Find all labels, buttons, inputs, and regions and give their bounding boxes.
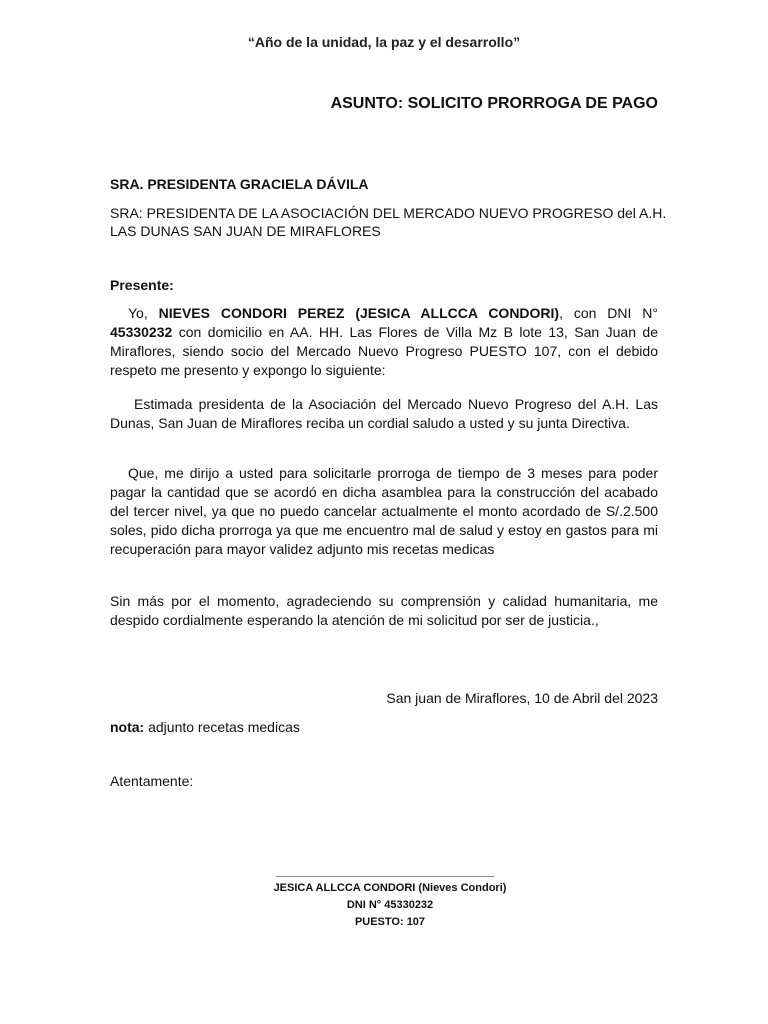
signature-puesto: PUESTO: 107: [354, 916, 426, 928]
paragraph-greeting: Estimada presidenta de la Asociación del Mercado Nuevo Progreso del A.H. Las Dunas, San Juan de Miraflores reciba un cordial saludo a usted y su junta Directiva.: [110, 396, 658, 431]
addressee-name: SRA. PRESIDENTA GRACIELA DÁVILA: [110, 176, 369, 192]
signature-line: [276, 876, 494, 877]
note-text: adjunto recetas medicas: [144, 719, 300, 735]
subject-heading: ASUNTO: SOLICITO PRORROGA DE PAGO: [330, 95, 658, 112]
paragraph-closing: Sin más por el momento, agradeciendo su comprensión y calidad humanitaria, me despido cordialmente esperando la atención de mi solicitud por ser de justicia.,: [110, 593, 658, 628]
greeting: Presente:: [110, 277, 174, 293]
signature-block: [0, 880, 768, 931]
note-label: nota:: [110, 719, 145, 735]
applicant-dni: 45330232: [110, 324, 173, 340]
intro-pre: Yo,: [128, 305, 159, 321]
intro-mid: , con DNI N°: [559, 305, 658, 321]
note: [110, 719, 300, 735]
signature-name: JESICA ALLCCA CONDORI (Nieves Condori): [273, 882, 507, 894]
signature-dni: DNI N° 45330232: [346, 899, 434, 911]
closing-salutation: Atentamente:: [110, 773, 194, 789]
applicant-name: NIEVES CONDORI PEREZ (JESICA ALLCCA CONDORI): [158, 305, 560, 321]
paragraph-request: Que, me dirijo a usted para solicitarle prorroga de tiempo de 3 meses para poder pagar la cantidad que se acordó en dicha asamblea para la construcción del acabado del tercer nivel, ya que no puedo cancelar actualmente el monto acordado de S/.2.500 soles, pido dicha prorroga ya que me encuentro mal de salud y estoy en gastos para mi recuperación para mayor validez adjunto mis recetas medicas: [110, 465, 658, 557]
addressee-role: SRA: PRESIDENTA DE LA ASOCIACIÓN DEL MERCADO NUEVO PROGRESO del A.H. LAS DUNAS SAN JUAN DE MIRAFLORES: [110, 205, 667, 239]
intro-post: con domicilio en AA. HH. Las Flores de Villa Mz B lote 13, San Juan de Miraflores, siendo socio del Mercado Nuevo Progreso PUESTO 107, con el debido respeto me presento y expongo lo siguiente:: [110, 324, 658, 378]
year-motto: “Año de la unidad, la paz y el desarrollo”: [247, 34, 521, 50]
place-date: San juan de Miraflores, 10 de Abril del 2023: [386, 690, 658, 706]
paragraph-introduction: [110, 304, 658, 380]
